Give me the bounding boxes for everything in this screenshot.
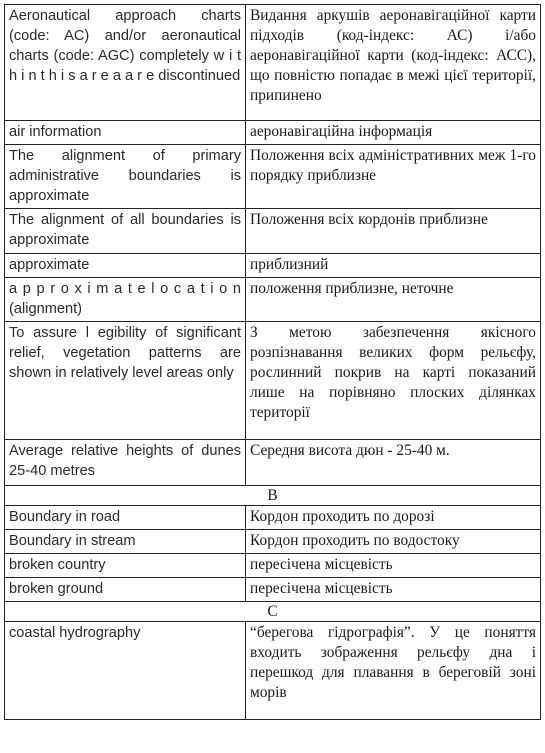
table-row [5,254,541,278]
section-heading-row [5,486,541,506]
term-english: Boundary in road [5,506,246,530]
table-row [5,121,541,145]
term-ukrainian: Видання аркушів аеронавігаційної карти підходів (код-індекс: АС) і/або аеронавігаційної карти (код-індекс: АСС), що повністю попадає в межі цієї території, припинено [246,5,541,121]
table-row [5,622,541,720]
table-row [5,530,541,554]
term-english: broken ground [5,578,246,602]
term-ukrainian: Положення всіх адміністративних меж 1-го порядку приблизне [246,145,541,209]
term-english: a p p r o x i m a t e l o c a t i o n (alignment) [5,278,246,322]
glossary-table [4,4,541,720]
term-english: The alignment of primary administrative boundaries is approximate [5,145,246,209]
term-ukrainian: пересічена місцевість [246,578,541,602]
term-ukrainian: положення приблизне, неточне [246,278,541,322]
term-english: air information [5,121,246,145]
term-english: Boundary in stream [5,530,246,554]
section-heading-row [5,602,541,622]
table-row [5,440,541,486]
table-row [5,322,541,440]
term-english: Average relative heights of dunes 25-40 metres [5,440,246,486]
term-ukrainian: Положення всіх кордонів приблизне [246,209,541,254]
term-ukrainian: аеронавігаційна інформація [246,121,541,145]
term-english: To assure l egibility of significant relief, vegetation patterns are shown in relatively level areas only [5,322,246,440]
term-ukrainian: Кордон проходить по водостоку [246,530,541,554]
term-ukrainian: Середня висота дюн - 25-40 м. [246,440,541,486]
term-english: coastal hydrography [5,622,246,720]
table-row [5,578,541,602]
term-ukrainian: пересічена місцевість [246,554,541,578]
table-row [5,5,541,121]
table-row [5,506,541,530]
table-row [5,278,541,322]
term-ukrainian: “берегова гідрографія”. У це поняття входить зображення рельєфу дна і перешкод для плавання в береговій зоні морів [246,622,541,720]
table-row [5,209,541,254]
section-heading: В [5,486,541,506]
term-english: Aeronautical approach charts (code: AC) and/or aeronautical charts (code: AGC) completely w i t h i n t h i s a r e a a r e discontinued [5,5,246,121]
term-ukrainian: приблизний [246,254,541,278]
section-heading: С [5,602,541,622]
table-row [5,554,541,578]
term-english: approximate [5,254,246,278]
term-ukrainian: Кордон проходить по дорозі [246,506,541,530]
term-ukrainian: З метою забезпечення якісного розпізнавання великих форм рельєфу, рослинний покрив на карті показаний лише на порівняно плоских ділянках території [246,322,541,440]
term-english: The alignment of all boundaries is approximate [5,209,246,254]
table-row [5,145,541,209]
term-english: broken country [5,554,246,578]
